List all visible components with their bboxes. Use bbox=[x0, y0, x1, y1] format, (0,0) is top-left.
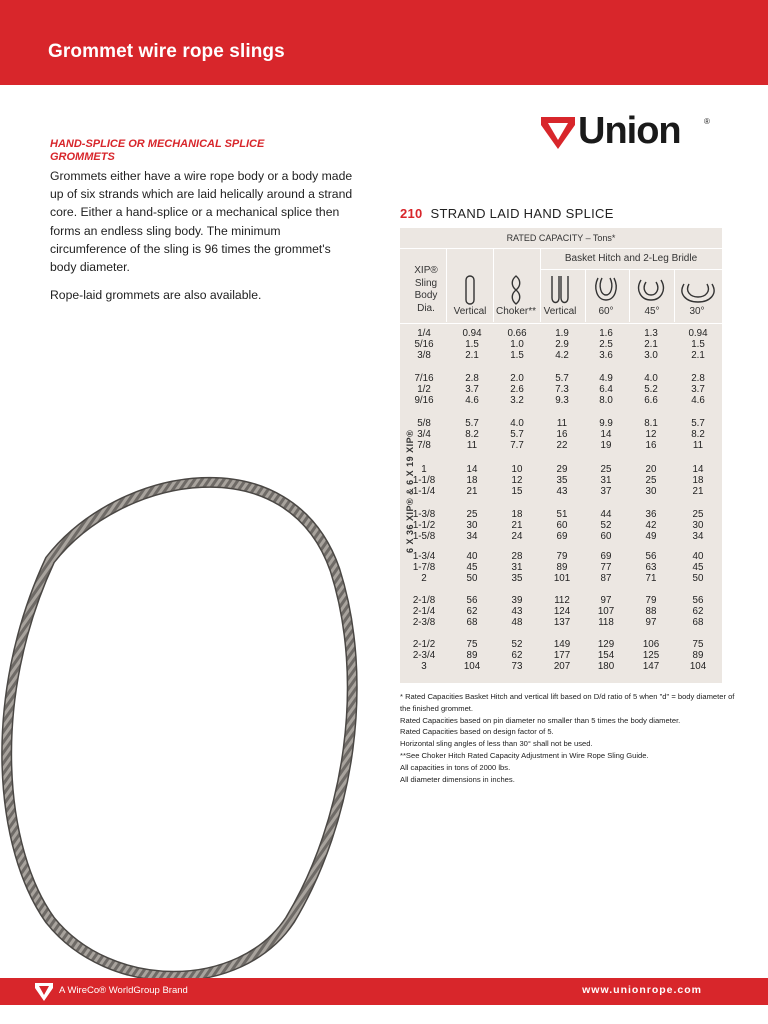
rope-type-label: 6 X 36 XIP® & 6 X 19 XIP® bbox=[405, 429, 415, 553]
table-title-text: STRAND LAID HAND SPLICE bbox=[430, 206, 614, 221]
vertical-cell: 56 62 68 bbox=[466, 595, 478, 629]
dia-cell: 7/16 1/2 9/16 bbox=[414, 373, 434, 407]
header-separator bbox=[400, 323, 722, 324]
basket-45-cell: 36 42 49 bbox=[645, 509, 657, 543]
col-header-choker: Choker** bbox=[495, 306, 537, 317]
footnote: Rated Capacities based on pin diameter no smaller than 5 times the body diameter. bbox=[400, 715, 681, 725]
basket-60-cell: 25 31 37 bbox=[600, 464, 612, 498]
basket-30-cell: 75 89 104 bbox=[689, 639, 707, 673]
col-header-30: 30° bbox=[689, 306, 705, 317]
capacity-table bbox=[400, 228, 722, 683]
col-header-60: 60° bbox=[598, 306, 614, 317]
table-number: 210 bbox=[400, 206, 423, 221]
vertical-cell: 25 30 34 bbox=[466, 509, 478, 543]
choker-cell: 10 12 15 bbox=[511, 464, 523, 498]
vertical-cell: 0.94 1.5 2.1 bbox=[462, 328, 482, 362]
intro-paragraph-1: Grommets either have a wire rope body or a body made up of six strands which are laid helically around a strand core. Either a hand-splice or a mechanical splice then forms an endless sling body. The minimum circumference of the sling is 96 times the grommet's body diameter. bbox=[50, 169, 353, 275]
basket-vertical-cell: 51 60 69 bbox=[556, 509, 568, 543]
logo-wordmark: Union bbox=[578, 110, 681, 152]
col-header-basket-vertical: Vertical bbox=[543, 306, 577, 317]
vertical-cell: 14 18 21 bbox=[466, 464, 478, 498]
column-separator bbox=[446, 249, 447, 322]
basket-45-cell: 8.1 12 16 bbox=[644, 418, 658, 452]
footer-url[interactable]: www.unionrope.com bbox=[582, 984, 702, 996]
basket-vertical-cell: 149 177 207 bbox=[553, 639, 571, 673]
basket-vertical-cell: 29 35 43 bbox=[556, 464, 568, 498]
dia-cell: 2-1/8 2-1/4 2-3/8 bbox=[412, 595, 436, 629]
footnote: All capacities in tons of 2000 lbs. bbox=[400, 762, 511, 772]
vertical-cell: 5.7 8.2 11 bbox=[465, 418, 479, 452]
footnote: **See Choker Hitch Rated Capacity Adjustment in Wire Rope Sling Guide. bbox=[400, 750, 649, 760]
dia-cell: 1-3/8 1-1/2 1-5/8 bbox=[412, 509, 436, 543]
basket-30-cell: 25 30 34 bbox=[692, 509, 704, 543]
choker-cell: 18 21 24 bbox=[511, 509, 523, 543]
basket-60-cell: 4.9 6.4 8.0 bbox=[599, 373, 613, 407]
dia-cell: 1/4 5/16 3/8 bbox=[414, 328, 434, 362]
intro-paragraph-2: Rope-laid grommets are also available. bbox=[50, 288, 262, 303]
basket-45-icon bbox=[636, 274, 666, 306]
footnote: * Rated Capacities Basket Hitch and vertical lift based on D/d ratio of 5 when "d" = body diameter of the finished grommet. bbox=[400, 692, 735, 713]
basket-45-cell: 4.0 5.2 6.6 bbox=[644, 373, 658, 407]
footnote: Horizontal sling angles of less than 30° shall not be used. bbox=[400, 739, 593, 749]
choker-hitch-icon bbox=[508, 274, 524, 306]
basket-60-cell: 97 107 118 bbox=[597, 595, 615, 629]
page-title: Grommet wire rope slings bbox=[48, 41, 285, 62]
choker-cell: 0.66 1.0 1.5 bbox=[507, 328, 527, 362]
basket-vertical-cell: 1.9 2.9 4.2 bbox=[555, 328, 569, 362]
basket-vertical-cell: 11 16 22 bbox=[556, 418, 568, 452]
footnote: Rated Capacities based on design factor of 5. bbox=[400, 727, 554, 737]
basket-60-cell: 44 52 60 bbox=[600, 509, 612, 543]
section-subheading: HAND-SPLICE OR MECHANICAL SPLICE GROMMETS bbox=[50, 138, 265, 163]
col-header-vertical: Vertical bbox=[453, 306, 487, 317]
rated-capacity-header: RATED CAPACITY – Tons* bbox=[400, 228, 722, 249]
basket-vertical-icon bbox=[548, 274, 572, 306]
dia-cell: 2-1/2 2-3/4 3 bbox=[412, 639, 436, 673]
footer-bar bbox=[0, 978, 768, 1005]
basket-60-cell: 129 154 180 bbox=[597, 639, 615, 673]
basket-60-cell: 69 77 87 bbox=[600, 551, 612, 585]
basket-30-cell: 0.94 1.5 2.1 bbox=[688, 328, 708, 362]
basket-60-cell: 1.6 2.5 3.6 bbox=[599, 328, 613, 362]
basket-45-cell: 79 88 97 bbox=[645, 595, 657, 629]
basket-30-cell: 2.8 3.7 4.6 bbox=[691, 373, 705, 407]
dia-cell: 1-3/4 1-7/8 2 bbox=[412, 551, 436, 585]
header-bar bbox=[0, 0, 768, 85]
basket-60-cell: 9.9 14 19 bbox=[599, 418, 613, 452]
basket-30-cell: 14 18 21 bbox=[692, 464, 704, 498]
dia-cell: 1 1-1/8 1-1/4 bbox=[412, 464, 436, 498]
footnotes bbox=[400, 691, 740, 785]
col-header-45: 45° bbox=[644, 306, 660, 317]
intro-text bbox=[50, 167, 355, 314]
basket-60-icon bbox=[592, 274, 620, 306]
table-title bbox=[400, 206, 614, 221]
choker-cell: 39 43 48 bbox=[511, 595, 523, 629]
grommet-rope-image bbox=[0, 450, 380, 990]
basket-30-icon bbox=[678, 274, 718, 306]
basket-45-cell: 56 63 71 bbox=[645, 551, 657, 585]
union-footer-icon bbox=[34, 982, 54, 1002]
vertical-cell: 40 45 50 bbox=[466, 551, 478, 585]
footnote: All diameter dimensions in inches. bbox=[400, 774, 515, 784]
sling-dia-header: XIP® Sling Body Dia. bbox=[414, 265, 438, 314]
basket-vertical-cell: 5.7 7.3 9.3 bbox=[555, 373, 569, 407]
basket-30-cell: 5.7 8.2 11 bbox=[691, 418, 705, 452]
choker-cell: 4.0 5.7 7.7 bbox=[510, 418, 524, 452]
basket-30-cell: 40 45 50 bbox=[692, 551, 704, 585]
basket-vertical-cell: 79 89 101 bbox=[553, 551, 571, 585]
choker-cell: 52 62 73 bbox=[511, 639, 523, 673]
basket-30-cell: 56 62 68 bbox=[692, 595, 704, 629]
union-logo bbox=[540, 110, 720, 153]
basket-45-cell: 1.3 2.1 3.0 bbox=[644, 328, 658, 362]
basket-vertical-cell: 112 124 137 bbox=[553, 595, 571, 629]
vertical-cell: 75 89 104 bbox=[463, 639, 481, 673]
dia-cell: 5/8 3/4 7/8 bbox=[417, 418, 431, 452]
union-shield-icon bbox=[540, 115, 576, 151]
choker-cell: 28 31 35 bbox=[511, 551, 523, 585]
choker-cell: 2.0 2.6 3.2 bbox=[510, 373, 524, 407]
footer-brand: A WireCo® WorldGroup Brand bbox=[59, 985, 188, 996]
basket-45-cell: 106 125 147 bbox=[642, 639, 660, 673]
vertical-hitch-icon bbox=[463, 274, 477, 306]
vertical-cell: 2.8 3.7 4.6 bbox=[465, 373, 479, 407]
basket-hitch-header: Basket Hitch and 2-Leg Bridle bbox=[540, 249, 722, 270]
basket-45-cell: 20 25 30 bbox=[645, 464, 657, 498]
logo-reg-mark: ® bbox=[704, 117, 710, 126]
